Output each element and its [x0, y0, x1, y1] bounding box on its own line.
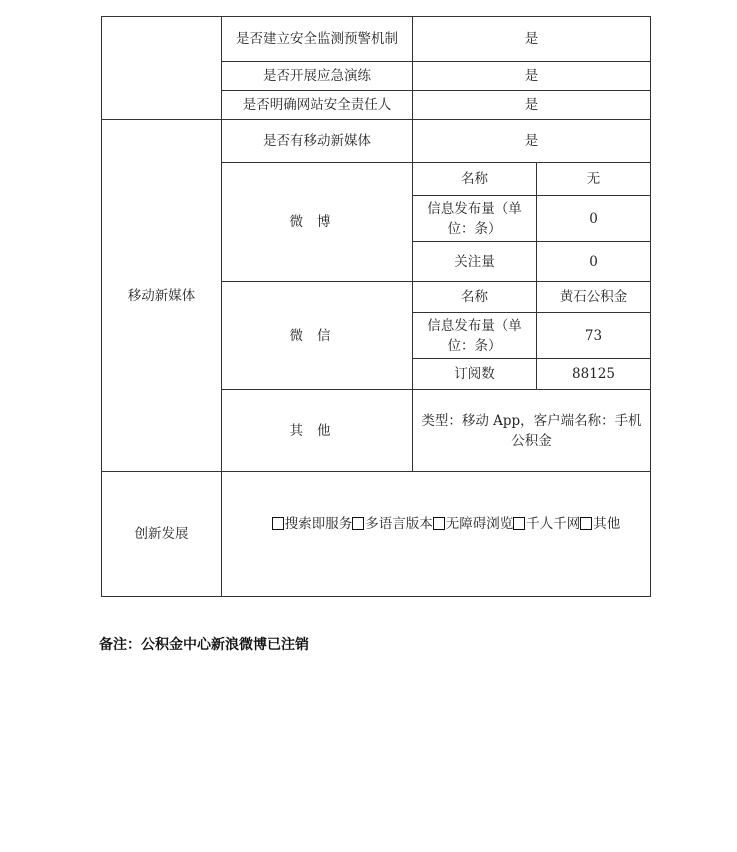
- weibo-label: 微博: [222, 163, 413, 282]
- other-value: 类型：移动 App，客户端名称：手机公积金: [413, 390, 651, 472]
- option-personalized[interactable]: [513, 516, 580, 532]
- weibo-follow-label: 关注量: [413, 242, 537, 282]
- wechat-publish-label: 信息发布量（单位：条）: [413, 313, 537, 359]
- option-label: 千人千网: [526, 516, 581, 532]
- wechat-name-label: 名称: [413, 282, 537, 313]
- responsible-label: 是否明确网站安全责任人: [222, 91, 413, 120]
- checkbox-icon[interactable]: [580, 517, 592, 530]
- monitor-label: 是否建立安全监测预警机制: [222, 17, 413, 62]
- option-label: 其他: [593, 516, 621, 532]
- option-label: 搜索即服务: [284, 516, 353, 532]
- footnote: 备注：公积金中心新浪微博已注销: [99, 637, 309, 653]
- weibo-name-label: 名称: [413, 163, 537, 196]
- other-label: 其他: [222, 390, 413, 472]
- table-row: [102, 17, 651, 62]
- wechat-name-value: 黄石公积金: [537, 282, 651, 313]
- has-mobile-value: 是: [413, 120, 651, 163]
- weibo-publish-value: 0: [537, 196, 651, 242]
- table-row: [102, 120, 651, 163]
- checkbox-icon[interactable]: [352, 517, 364, 530]
- option-accessibility[interactable]: [433, 516, 514, 532]
- wechat-subscribe-label: 订阅数: [413, 359, 537, 390]
- checkbox-icon[interactable]: [513, 517, 525, 530]
- option-label: 多语言版本: [365, 516, 433, 532]
- wechat-subscribe-value: 88125: [537, 359, 651, 390]
- monitor-value: 是: [413, 17, 651, 62]
- wechat-label: 微信: [222, 282, 413, 390]
- drill-value: 是: [413, 62, 651, 91]
- group-cell-empty: [102, 17, 222, 120]
- option-multilanguage[interactable]: [352, 516, 433, 532]
- option-label: 无障碍浏览: [445, 516, 514, 532]
- innovation-label: 创新发展: [102, 472, 222, 597]
- responsible-value: 是: [413, 91, 651, 120]
- weibo-name-value: 无: [537, 163, 651, 196]
- option-other[interactable]: [580, 516, 620, 532]
- report-table: [101, 16, 651, 597]
- innovation-options: [222, 472, 651, 597]
- checkbox-icon[interactable]: [272, 517, 284, 530]
- wechat-publish-value: 73: [537, 313, 651, 359]
- mobile-media-group-label: 移动新媒体: [102, 120, 222, 472]
- table-row: [102, 472, 651, 597]
- weibo-follow-value: 0: [537, 242, 651, 282]
- has-mobile-label: 是否有移动新媒体: [222, 120, 413, 163]
- drill-label: 是否开展应急演练: [222, 62, 413, 91]
- checkbox-icon[interactable]: [433, 517, 445, 530]
- weibo-publish-label: 信息发布量（单位：条）: [413, 196, 537, 242]
- option-search-service[interactable]: [272, 516, 353, 532]
